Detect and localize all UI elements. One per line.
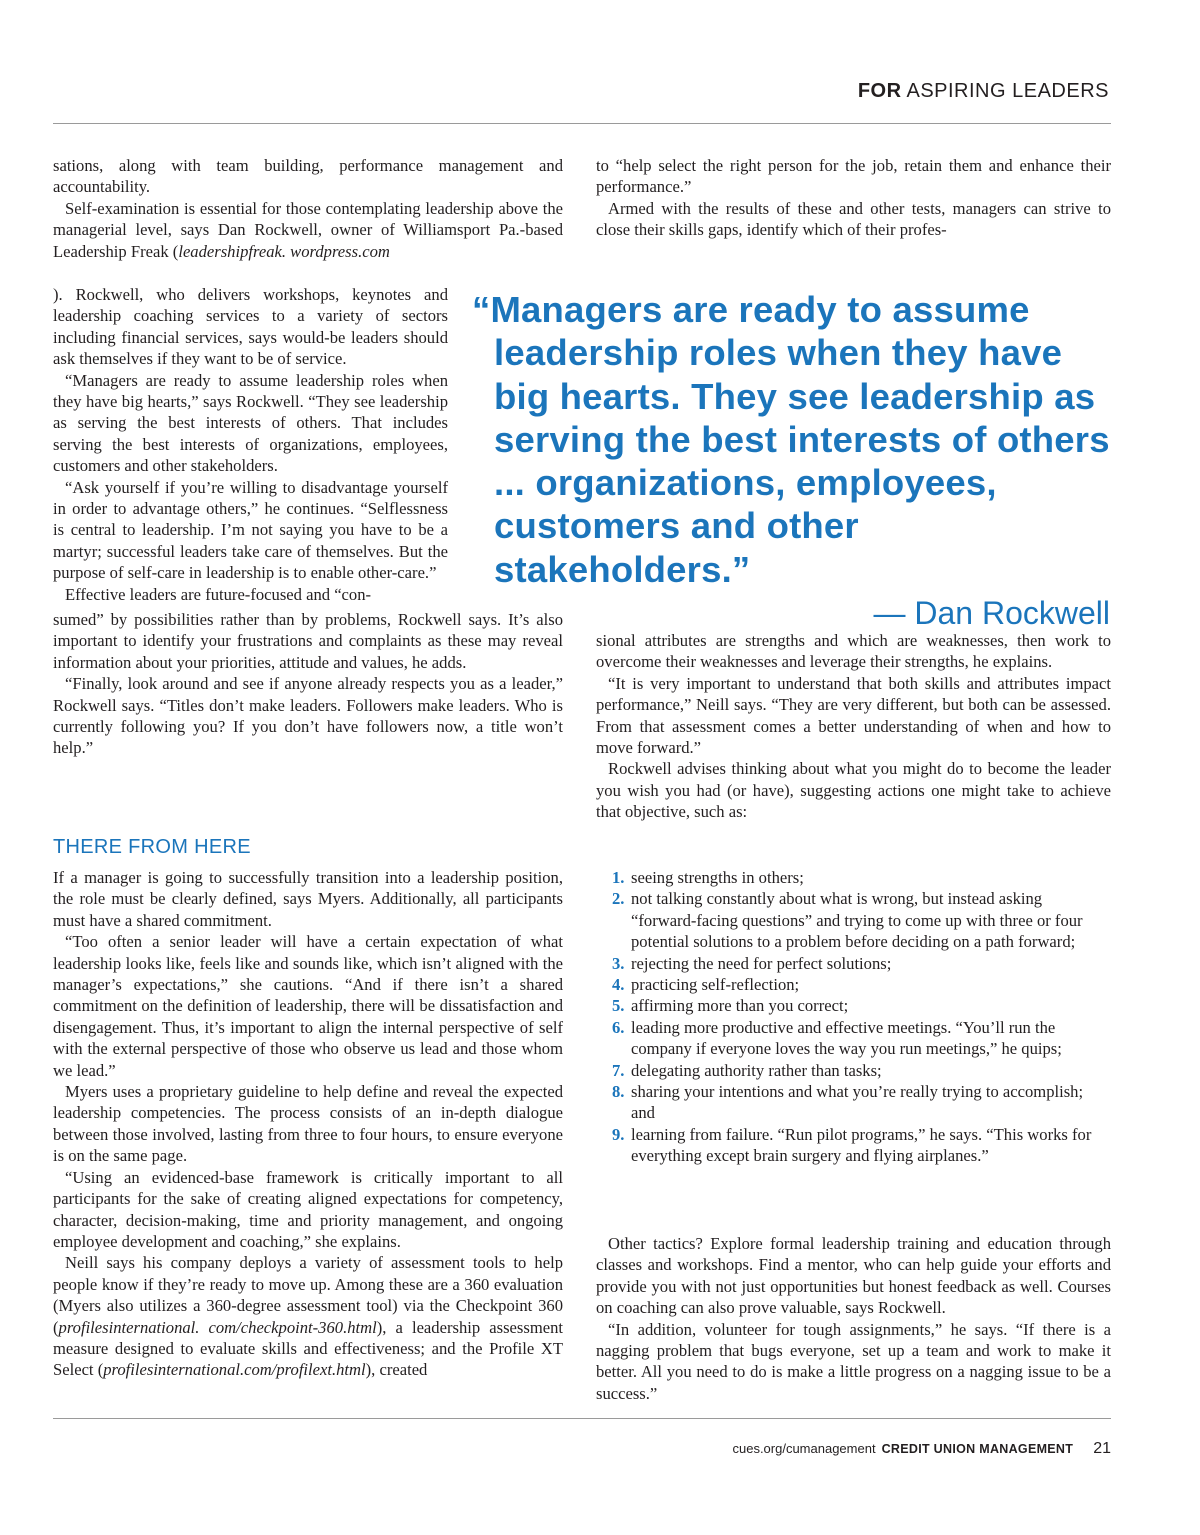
footer-url: cues.org/cumanagement (732, 1441, 876, 1456)
column2-closing (596, 1233, 1111, 1404)
page-number: 21 (1093, 1440, 1111, 1457)
list-number: 6. (612, 1017, 625, 1037)
subhead: THERE FROM HERE (53, 836, 251, 858)
top-rule (53, 123, 1111, 124)
list-item: 4. practicing self-reflection; (612, 975, 800, 995)
list-item: 5. affirming more than you correct; (612, 996, 849, 1016)
list-number: 7. (612, 1060, 625, 1080)
link-text: profilesinternational.com/profilext.html (103, 1360, 366, 1380)
paragraph: “Ask yourself if you’re willing to disadvantage yourself in order to advantage others,” he continues. “Selflessness is central to leadership. I’m not saying you have to be a martyr; successful leaders take care of themselves. But the purpose of self-care in leadership is to enable other-care.” (53, 477, 448, 583)
list-item: 3. rejecting the need for perfect solutions; (612, 953, 892, 973)
column1-section (53, 867, 563, 1381)
pull-quote-text: “Managers are ready to assume leadership roles when they have big hearts. They see leadership as serving the best interests of others ... organizations, employees, customers and other stakeholders.” (472, 289, 1110, 590)
list-number: 8. (612, 1082, 625, 1102)
page-footer (732, 1440, 1111, 1458)
section-label-text: ASPIRING LEADERS (906, 80, 1109, 102)
footer-publication: CREDIT UNION MANAGEMENT (881, 1442, 1074, 1456)
paragraph: sional attributes are strengths and which are weaknesses, then work to overcome their weaknesses and leverage their strengths, he explains. (596, 631, 1111, 672)
list-item: 6. leading more productive and effective meetings. “You’ll run the company if everyone loves the way you run meetings,” he quips; (612, 1017, 1062, 1059)
paragraph: to “help select the right person for the job, retain them and enhance their performance.” (596, 156, 1111, 197)
pull-quote-attribution: — Dan Rockwell (873, 595, 1110, 632)
section-label (858, 80, 1109, 103)
list-number: 9. (612, 1124, 625, 1144)
list-number: 4. (612, 975, 625, 995)
bottom-rule (53, 1418, 1111, 1419)
paragraph: If a manager is going to successfully transition into a leadership position, the role must be clearly defined, says Myers. Additionally, all participants must have a shared commitment. (53, 868, 563, 930)
list-number: 5. (612, 996, 625, 1016)
paragraph: “Too often a senior leader will have a certain expectation of what leadership looks like, feels like and sounds like, which isn’t aligned with the manager’s expectations,” she cautions. “And if there isn’t a shared commitment on the definition of leadership, there will be dissatisfaction and disengagement. Thus, it’s important to align the internal perspective of self with the external perspective of those who observe us lead and those whom we lead.” (53, 932, 563, 1080)
column1-intro (53, 155, 563, 262)
list-item: 9. learning from failure. “Run pilot programs,” he says. “This works for everything except brain surgery and flying airplanes.” (612, 1124, 1092, 1166)
paragraph: “Using an evidenced-base framework is critically important to all participants for the sake of creating aligned expectations for competency, character, decision-making, time and priority management, and ongoing employee development and coaching,” she explains. (53, 1167, 563, 1251)
column1-wrap (53, 284, 448, 605)
list-item: 8. sharing your intentions and what you’re really trying to accomplish; and (612, 1082, 1084, 1123)
list-item: 2. not talking constantly about what is wrong, but instead asking “forward-facing questions” and trying to come up with three or four potential solutions to a problem before deciding on a path forward; (612, 889, 1083, 952)
paragraph: Effective leaders are future-focused and “con- (65, 584, 372, 604)
tips-list (596, 867, 1111, 1167)
paragraph: sations, along with team building, performance management and accountability. (53, 156, 563, 197)
list-number: 2. (612, 889, 625, 909)
link-text: leadershipfreak. wordpress.com (178, 241, 390, 261)
paragraph: “In addition, volunteer for tough assignments,” he says. “If there is a nagging problem that bugs everyone, set up a team and work to make it better. All you need to do is make a little progress on a nagging issue to be a success.” (596, 1319, 1111, 1403)
paragraph: “Finally, look around and see if anyone already respects you as a leader,” Rockwell says. “Titles don’t make leaders. Followers make leaders. Who is currently following you? If you don’t have followers now, a title won’t help.” (53, 674, 563, 758)
list-number: 1. (612, 868, 625, 887)
paragraph: “It is very important to understand that both skills and attributes impact performance,” Neill says. “They are very different, but both can be assessed. From that assessment comes a better understanding of when and how to move forward.” (596, 673, 1111, 758)
column2-body (596, 630, 1111, 823)
list-number: 3. (612, 953, 625, 973)
link-text: profilesinternational. com/checkpoint-360.html (58, 1317, 377, 1337)
list-item: 1. seeing strengths in others; (612, 868, 804, 887)
paragraph: Myers uses a proprietary guideline to help define and reveal the expected leadership competencies. The process consists of an in-depth dialogue between those involved, lasting from three to four hours, to ensure everyone is on the same page. (53, 1082, 563, 1166)
paragraph: Other tactics? Explore formal leadership training and education through classes and workshops. Find a mentor, who can help guide your efforts and provide you with not just opportunities but honest feedback as well. Courses on coaching can also prove valuable, says Rockwell. (596, 1234, 1111, 1318)
paragraph: ). Rockwell, who delivers workshops, keynotes and leadership coaching services to a variety of sectors including financial services, says would-be leaders should ask themselves if they want to be of service. (53, 285, 448, 369)
paragraph: “Managers are ready to assume leadership roles when they have big hearts,” says Rockwell. “They see leadership as serving the best interests of others. That includes serving the best interests of organizations, employees, customers and other stakeholders. (53, 370, 448, 476)
paragraph: Self-examination is essential for those contemplating leadership above the managerial level, says Dan Rockwell, owner of Williamsport Pa.-based Leadership Freak (leadershipfreak. wordpress.com (53, 198, 563, 261)
pull-quote (472, 288, 1112, 633)
list-item: 7. delegating authority rather than tasks; (612, 1060, 882, 1080)
paragraph: Neill says his company deploys a variety of assessment tools to help people know if they’re ready to move up. Among these are a 360 evaluation (Myers also utilizes a 360-degree assessment tool) via the Checkpoint 360 (profilesinternational. com/checkpoint-360.html), a leadership assessment measure designed to evaluate skills and effectiveness; and the Profile XT Select (profilesinternational.com/profilext.html), created (53, 1253, 563, 1380)
paragraph: sumed” by possibilities rather than by problems, Rockwell says. It’s also important to identify your frustrations and complaints as these may reveal information about your priorities, attitude and values, he adds. (53, 610, 563, 672)
paragraph: Rockwell advises thinking about what you might do to become the leader you wish you had (or have), suggesting actions one might take to achieve that objective, such as: (596, 759, 1111, 822)
section-label-bold: FOR (857, 80, 902, 102)
paragraph: Armed with the results of these and other tests, managers can strive to close their skills gaps, identify which of their profes- (596, 198, 1111, 240)
column2-intro (596, 155, 1111, 241)
